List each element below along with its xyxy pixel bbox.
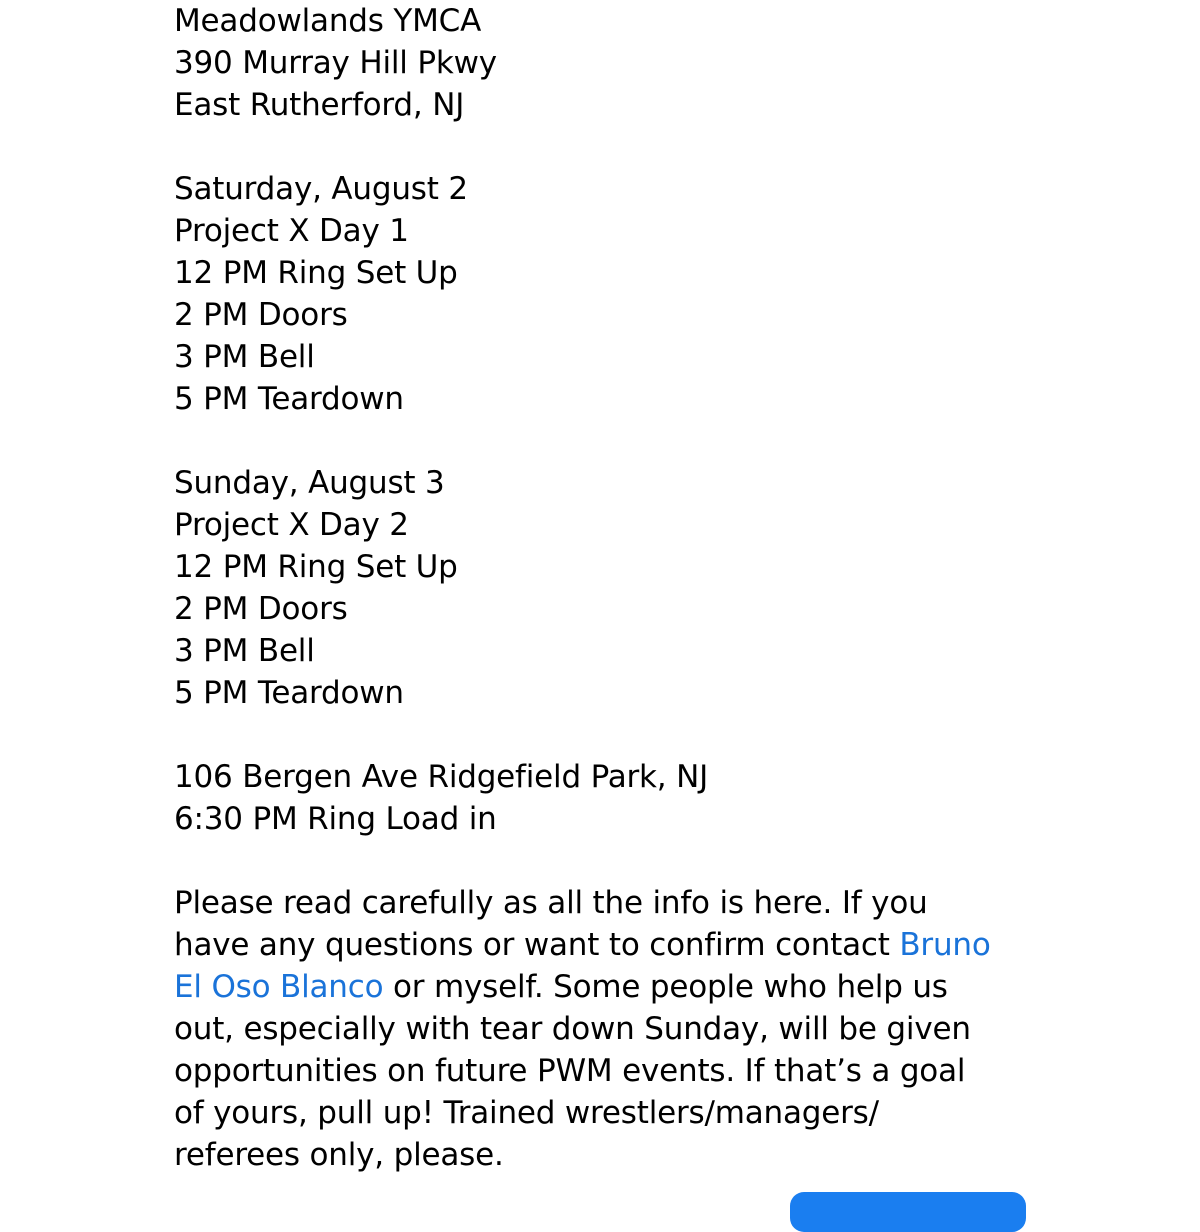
load-in-time: 6:30 PM Ring Load in xyxy=(174,801,497,837)
note-line xyxy=(174,924,1034,966)
note-line xyxy=(174,1050,1034,1092)
note-text: Please read carefully as all the info is here. If you xyxy=(174,885,928,921)
note-text: or myself. Some people who help us xyxy=(383,969,948,1005)
day-1-schedule-item: 2 PM Doors xyxy=(174,297,348,333)
action-button[interactable] xyxy=(790,1192,1026,1232)
note-text: referees only, please. xyxy=(174,1137,504,1173)
contact-link-bruno[interactable]: Bruno xyxy=(899,927,991,963)
note-line xyxy=(174,1008,1034,1050)
day-2-block xyxy=(174,462,1034,714)
note-line xyxy=(174,966,1034,1008)
note-line xyxy=(174,1092,1034,1134)
load-in-block xyxy=(174,756,1034,840)
day-2-schedule-item: 5 PM Teardown xyxy=(174,675,404,711)
day-1-date: Saturday, August 2 xyxy=(174,171,468,207)
day-1-schedule-item: 3 PM Bell xyxy=(174,339,315,375)
venue-name: Meadowlands YMCA xyxy=(174,3,482,39)
venue-block xyxy=(174,0,1034,126)
note-text: out, especially with tear down Sunday, will be given xyxy=(174,1011,971,1047)
day-1-block xyxy=(174,168,1034,420)
day-2-schedule-item: 2 PM Doors xyxy=(174,591,348,627)
day-1-schedule-item: 12 PM Ring Set Up xyxy=(174,255,458,291)
day-2-event: Project X Day 2 xyxy=(174,507,409,543)
contact-link-el-oso-blanco[interactable]: El Oso Blanco xyxy=(174,969,384,1005)
day-2-schedule-item: 3 PM Bell xyxy=(174,633,315,669)
note-text: have any questions or want to confirm contact xyxy=(174,927,900,963)
day-1-event: Project X Day 1 xyxy=(174,213,409,249)
load-in-address: 106 Bergen Ave Ridgefield Park, NJ xyxy=(174,759,709,795)
note-paragraph xyxy=(174,882,1034,1176)
day-1-schedule-item: 5 PM Teardown xyxy=(174,381,404,417)
note-line xyxy=(174,1134,1034,1176)
day-2-date: Sunday, August 3 xyxy=(174,465,445,501)
note-line xyxy=(174,882,1034,924)
note-text: opportunities on future PWM events. If that’s a goal xyxy=(174,1053,966,1089)
venue-city: East Rutherford, NJ xyxy=(174,87,465,123)
day-2-schedule-item: 12 PM Ring Set Up xyxy=(174,549,458,585)
venue-street: 390 Murray Hill Pkwy xyxy=(174,45,497,81)
note-text: of yours, pull up! Trained wrestlers/managers/ xyxy=(174,1095,879,1131)
message-body xyxy=(174,0,1034,1218)
